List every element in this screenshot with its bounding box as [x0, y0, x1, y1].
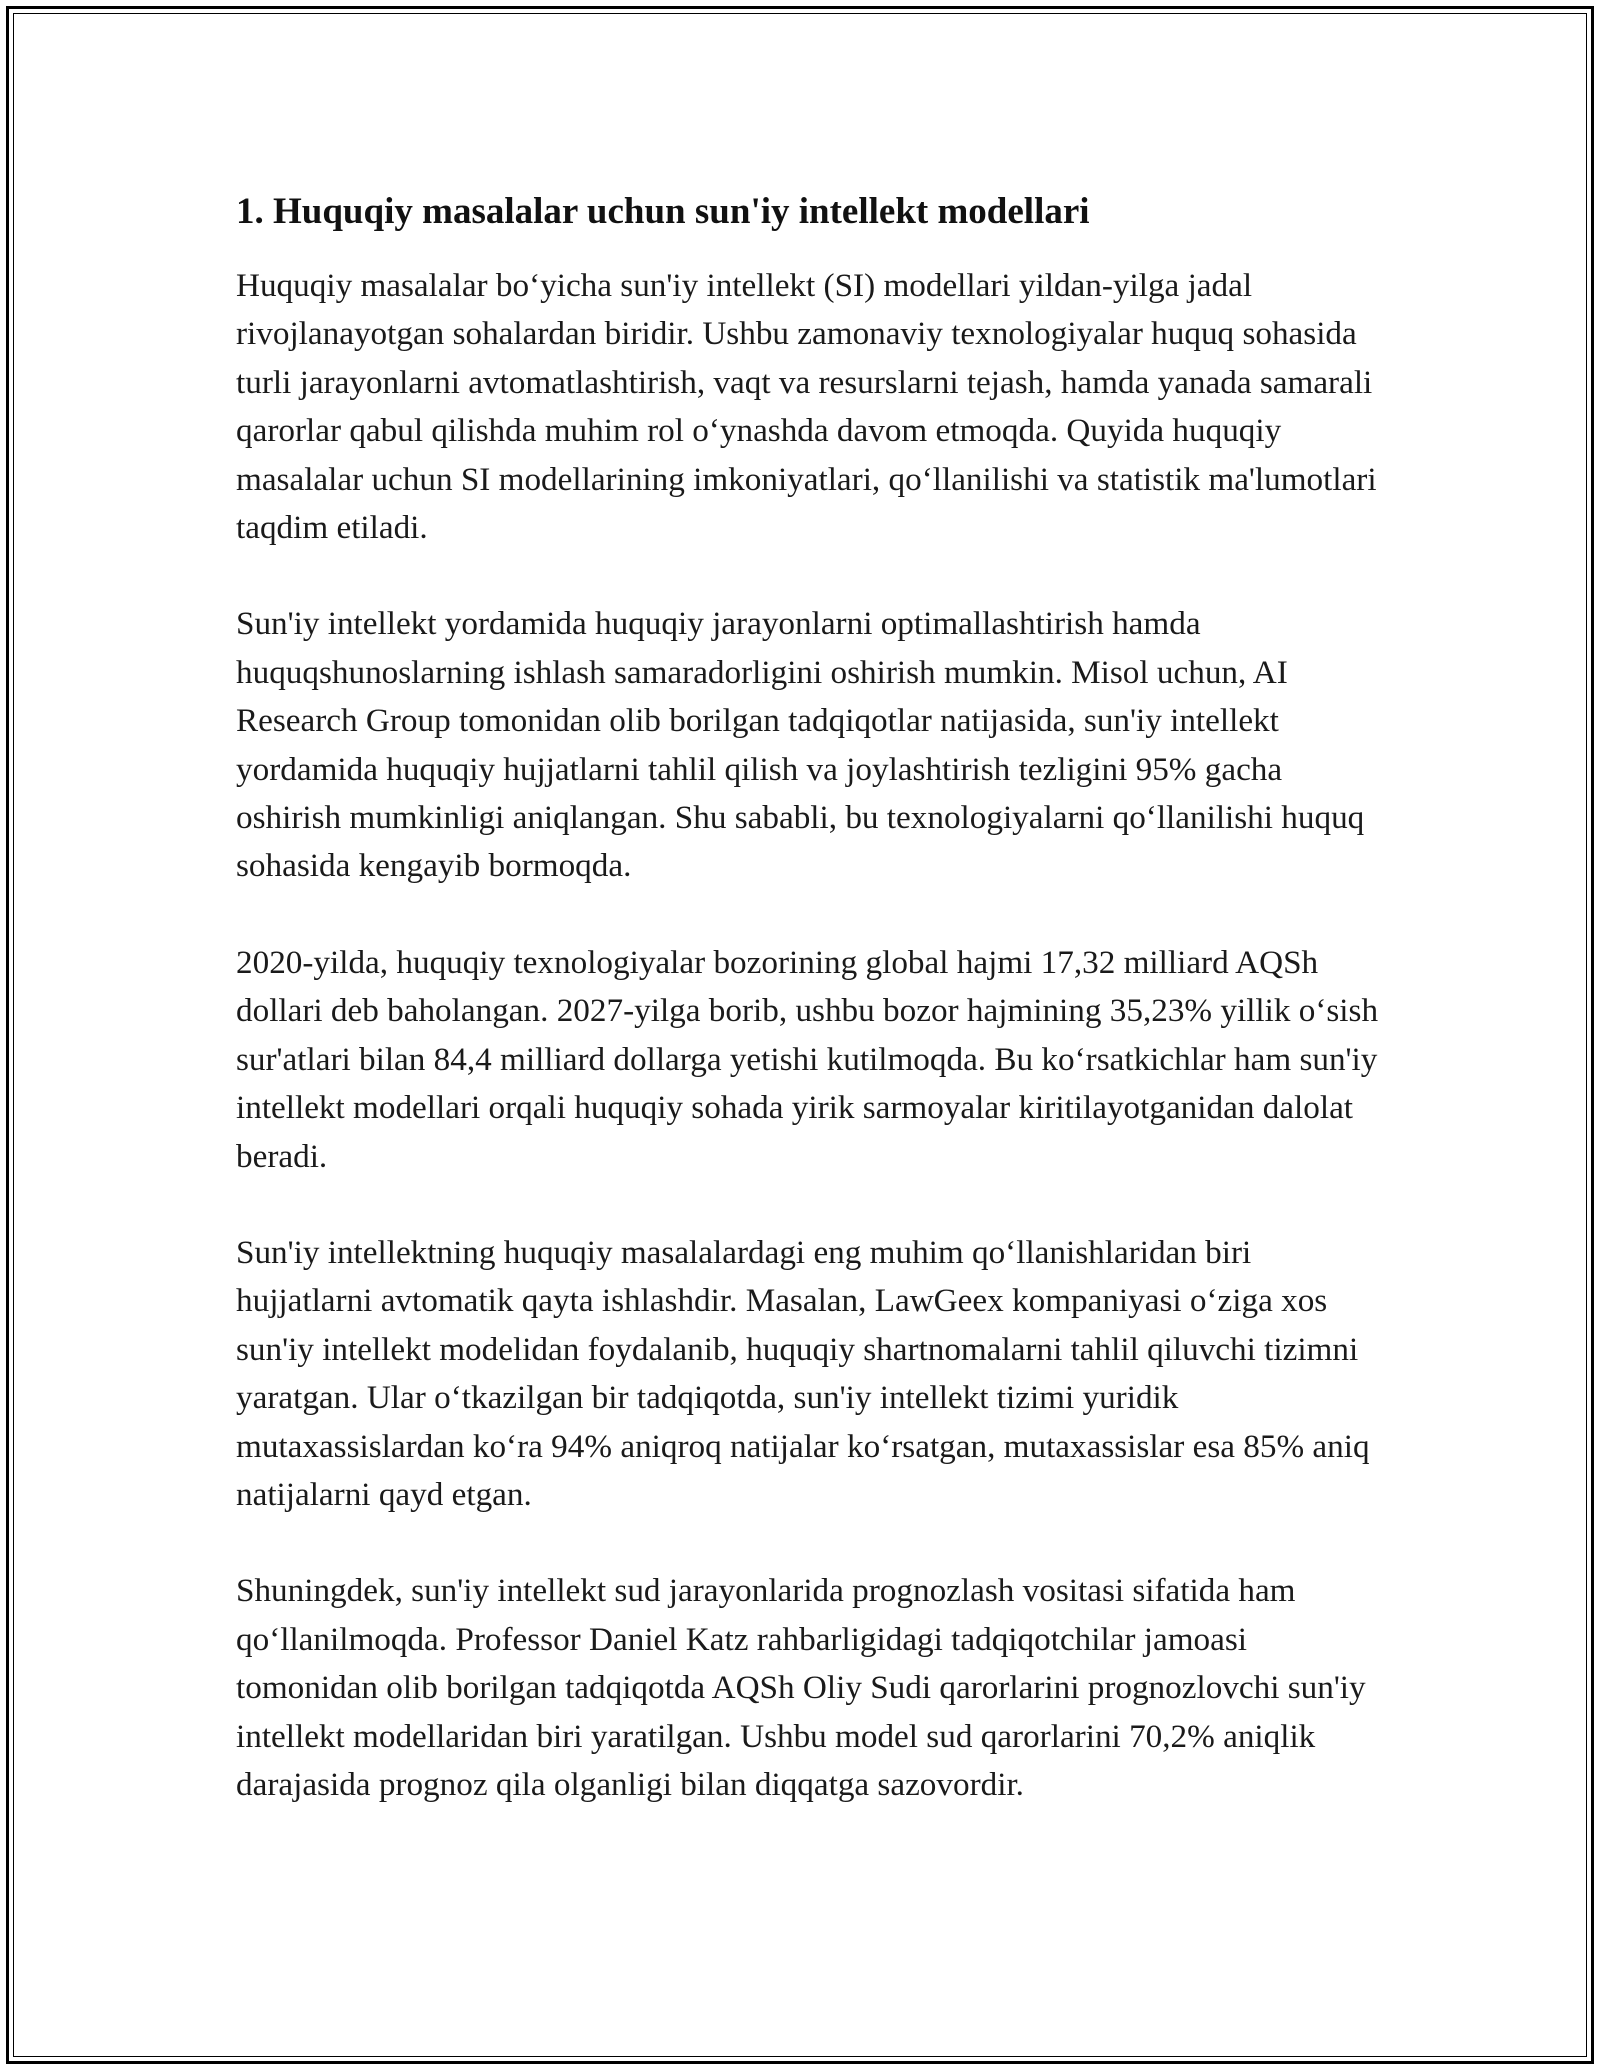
- paragraph-court-prediction: Shuningdek, sun'iy intellekt sud jarayonlarida prognozlash vositasi sifatida ham qo‘llanilmoqda. Professor Daniel Katz rahbarligidagi tadqiqotchilar jamoasi tomonidan olib borilgan tadqiqotda AQSh Oliy Sudi qarorlarini prognozlovchi sun'iy intellekt modellaridan biri yaratilgan. Ushbu model sud qarorlarini 70,2% aniqlik darajasida prognoz qila olganligi bilan diqqatga sazovordir.: [236, 1572, 1366, 1803]
- section-heading: 1. Huquqiy masalalar uchun sun'iy intellekt modellari: [236, 191, 1090, 232]
- paragraph-market: 2020-yilda, huquqiy texnologiyalar bozorining global hajmi 17,32 milliard AQSh dollari deb baholangan. 2027-yilga borib, ushbu bozor hajmining 35,23% yillik o‘sish sur'atlari bilan 84,4 milliard dollarga yetishi kutilmoqda. Bu ko‘rsatkichlar ham sun'iy intellekt modellari orqali huquqiy sohada yirik sarmoyalar kiritilayotganidan dalolat beradi.: [236, 943, 1379, 1175]
- paragraph-document-processing: Sun'iy intellektning huquqiy masalalardagi eng muhim qo‘llanishlaridan biri hujjatlarni avtomatik qayta ishlashdir. Masalan, LawGeex kompaniyasi o‘ziga xos sun'iy intellekt modelidan foydalanib, huquqiy shartnomalarni tahlil qiluvchi tizimni yaratgan. Ular o‘tkazilgan bir tadqiqotda, sun'iy intellekt tizimi yuridik mutaxassislardan ko‘ra 94% aniqroq natijalar ko‘rsatgan, mutaxassislar esa 85% aniq natijalarni qayd etgan.: [236, 1233, 1370, 1513]
- paragraph-optimization: Sun'iy intellekt yordamida huquqiy jarayonlarni optimallashtirish hamda huquqshunoslarning ishlash samaradorligini oshirish mumkin. Misol uchun, AI Research Group tomonidan olib borilgan tadqiqotlar natijasida, sun'iy intellekt yordamida huquqiy hujjatlarni tahlil qilish va joylashtirish tezligini 95% gacha oshirish mumkinligi aniqlangan. Shu sababli, bu texnologiyalarni qo‘llanilishi huquq sohasida kengayib bormoqda.: [236, 605, 1365, 885]
- paragraph-intro: Huquqiy masalalar bo‘yicha sun'iy intellekt (SI) modellari yildan-yilga jadal rivojlanayotgan sohalardan biridir. Ushbu zamonaviy texnologiyalar huquq sohasida turli jarayonlarni avtomatlashtirish, vaqt va resurslarni tejash, hamda yanada samarali qarorlar qabul qilishda muhim rol o‘ynashda davom etmoqda. Quyida huquqiy masalalar uchun SI modellarining imkoniyatlari, qo‘llanilishi va statistik ma'lumotlari taqdim etiladi.: [236, 267, 1377, 547]
- document-body: [236, 188, 1386, 1857]
